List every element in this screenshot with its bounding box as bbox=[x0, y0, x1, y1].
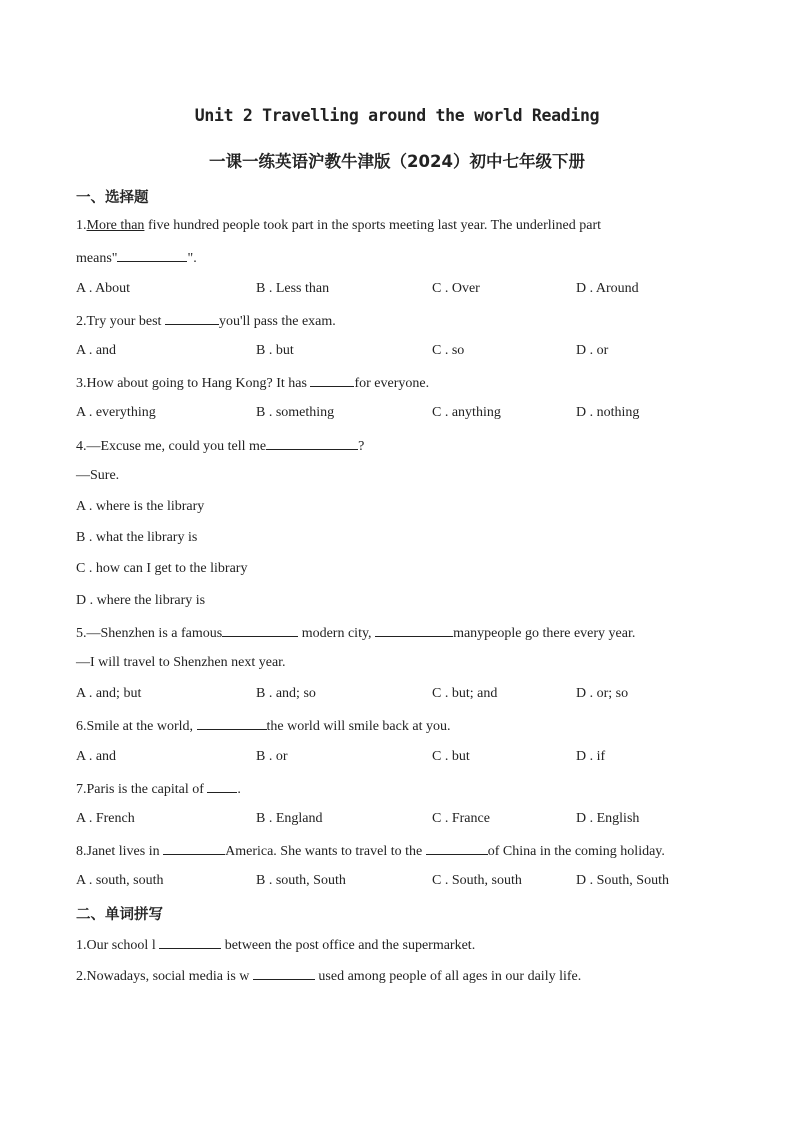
answer-blank[interactable] bbox=[310, 374, 354, 387]
answer-blank[interactable] bbox=[207, 780, 237, 793]
section-heading-spelling: 二、单词拼写 bbox=[76, 907, 163, 923]
q7-option-c[interactable]: C . France bbox=[432, 811, 490, 826]
question-5-reply: —I will travel to Shenzhen next year. bbox=[76, 655, 286, 670]
q1-option-d[interactable]: D . Around bbox=[576, 281, 639, 296]
question-4-reply: —Sure. bbox=[76, 468, 120, 483]
question-1: 1.More than five hundred people took part in the sports meeting last year. The underlined part bbox=[76, 218, 601, 233]
q4-option-d[interactable]: D . where the library is bbox=[76, 593, 206, 608]
answer-blank[interactable] bbox=[426, 842, 488, 855]
spelling-2: 2.Nowadays, social media is w used among people of all ages in our daily life. bbox=[76, 969, 582, 984]
question-4: 4.—Excuse me, could you tell me ? bbox=[76, 439, 365, 454]
question-1-line2: means" ". bbox=[76, 251, 197, 266]
q3-option-d[interactable]: D . nothing bbox=[576, 405, 640, 420]
answer-blank[interactable] bbox=[159, 936, 221, 949]
q6-option-a[interactable]: A . and bbox=[76, 749, 117, 764]
q8-option-c[interactable]: C . South, south bbox=[432, 873, 522, 888]
answer-blank[interactable] bbox=[375, 624, 453, 637]
q7-option-b[interactable]: B . England bbox=[256, 811, 323, 826]
underlined-phrase: More than bbox=[86, 218, 145, 233]
q1-option-c[interactable]: C . Over bbox=[432, 281, 480, 296]
answer-blank[interactable] bbox=[117, 249, 187, 262]
q2-option-a[interactable]: A . and bbox=[76, 343, 117, 358]
answer-blank[interactable] bbox=[197, 717, 267, 730]
section-heading-multiple-choice: 一、选择题 bbox=[76, 190, 149, 206]
q8-option-a[interactable]: A . south, south bbox=[76, 873, 164, 888]
answer-blank[interactable] bbox=[222, 624, 298, 637]
q5-option-c[interactable]: C . but; and bbox=[432, 686, 498, 701]
q1-option-b[interactable]: B . Less than bbox=[256, 281, 330, 296]
q5-option-d[interactable]: D . or; so bbox=[576, 686, 629, 701]
q4-option-c[interactable]: C . how can I get to the library bbox=[76, 561, 248, 576]
q6-option-c[interactable]: C . but bbox=[432, 749, 470, 764]
q3-option-a[interactable]: A . everything bbox=[76, 405, 156, 420]
question-7: 7.Paris is the capital of . bbox=[76, 782, 241, 797]
q1-option-a[interactable]: A . About bbox=[76, 281, 131, 296]
q3-option-c[interactable]: C . anything bbox=[432, 405, 501, 420]
question-8: 8.Janet lives in America. She wants to travel to the of China in the coming holiday. bbox=[76, 844, 665, 859]
q2-option-c[interactable]: C . so bbox=[432, 343, 465, 358]
question-6: 6.Smile at the world, the world will smile back at you. bbox=[76, 719, 451, 734]
q5-option-b[interactable]: B . and; so bbox=[256, 686, 316, 701]
q4-option-b[interactable]: B . what the library is bbox=[76, 530, 198, 545]
question-2: 2.Try your best you'll pass the exam. bbox=[76, 314, 336, 329]
q8-option-b[interactable]: B . south, South bbox=[256, 873, 346, 888]
q7-option-d[interactable]: D . English bbox=[576, 811, 640, 826]
answer-blank[interactable] bbox=[253, 967, 315, 980]
worksheet-subtitle: 一课一练英语沪教牛津版（2024）初中七年级下册 bbox=[209, 152, 585, 171]
q5-option-a[interactable]: A . and; but bbox=[76, 686, 142, 701]
question-3: 3.How about going to Hang Kong? It has for everyone. bbox=[76, 376, 430, 391]
answer-blank[interactable] bbox=[266, 437, 358, 450]
q4-option-a[interactable]: A . where is the library bbox=[76, 499, 205, 514]
answer-blank[interactable] bbox=[165, 312, 219, 325]
question-5: 5.—Shenzhen is a famous modern city, manypeople go there every year. bbox=[76, 626, 636, 641]
q2-option-d[interactable]: D . or bbox=[576, 343, 609, 358]
q6-option-d[interactable]: D . if bbox=[576, 749, 606, 764]
q3-option-b[interactable]: B . something bbox=[256, 405, 335, 420]
q8-option-d[interactable]: D . South, South bbox=[576, 873, 669, 888]
q7-option-a[interactable]: A . French bbox=[76, 811, 135, 826]
q2-option-b[interactable]: B . but bbox=[256, 343, 294, 358]
q6-option-b[interactable]: B . or bbox=[256, 749, 288, 764]
worksheet-title: Unit 2 Travelling around the world Reading bbox=[194, 106, 600, 125]
answer-blank[interactable] bbox=[163, 842, 225, 855]
spelling-1: 1.Our school l between the post office and the supermarket. bbox=[76, 938, 476, 953]
